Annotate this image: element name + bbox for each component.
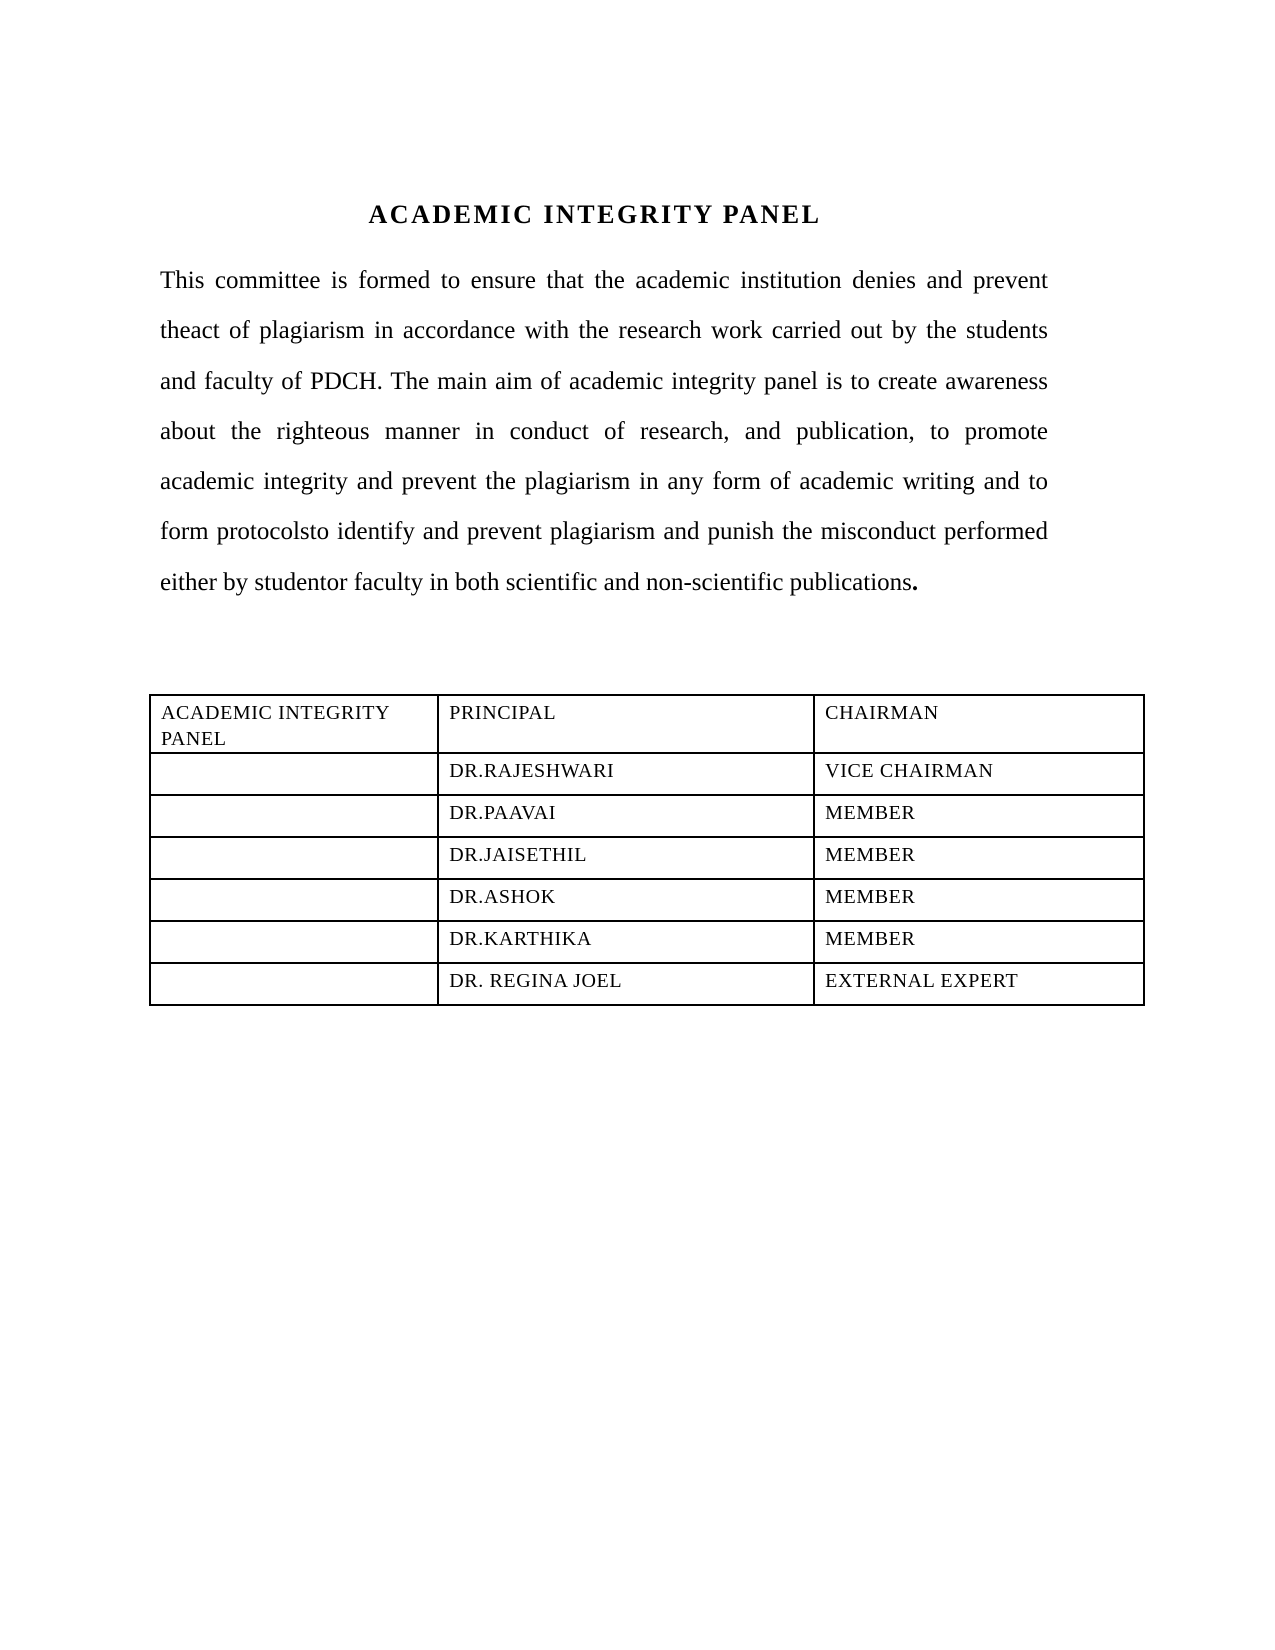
table-row (150, 837, 1144, 879)
member-name-cell: DR.KARTHIKA (438, 921, 814, 963)
table-row (150, 695, 1144, 753)
member-name-cell: DR.ASHOK (438, 879, 814, 921)
panel-name-cell (150, 795, 438, 837)
table-row (150, 921, 1144, 963)
table-row (150, 795, 1144, 837)
member-role-cell: MEMBER (814, 837, 1144, 879)
committee-description (160, 256, 1048, 608)
panel-name-cell (150, 837, 438, 879)
member-role-cell: MEMBER (814, 879, 1144, 921)
table-row (150, 963, 1144, 1005)
panel-name-cell (150, 879, 438, 921)
member-name-cell: PRINCIPAL (438, 695, 814, 753)
table-row (150, 879, 1144, 921)
panel-members-table (149, 694, 1145, 1006)
member-name-cell: DR.RAJESHWARI (438, 753, 814, 795)
member-role-cell: VICE CHAIRMAN (814, 753, 1144, 795)
member-name-cell: DR.PAAVAI (438, 795, 814, 837)
member-role-cell: MEMBER (814, 795, 1144, 837)
panel-name-cell (150, 921, 438, 963)
member-name-cell: DR.JAISETHIL (438, 837, 814, 879)
member-name-cell: DR. REGINA JOEL (438, 963, 814, 1005)
description-end-mark: . (911, 568, 919, 596)
table-row (150, 753, 1144, 795)
member-role-cell: CHAIRMAN (814, 695, 1144, 753)
member-role-cell: EXTERNAL EXPERT (814, 963, 1144, 1005)
panel-name-cell: ACADEMIC INTEGRITY PANEL (150, 695, 438, 753)
panel-name-cell (150, 963, 438, 1005)
member-role-cell: MEMBER (814, 921, 1144, 963)
description-text: This committee is formed to ensure that the academic institution denies and prevent theact of plagiarism in accordance with the research work carried out by the students and faculty of PDCH. The main aim of academic integrity panel is to create awareness about the righteous manner in conduct of research, and publication, to promote academic integrity and prevent the plagiarism in any form of academic writing and to form protocolsto identify and prevent plagiarism and punish the misconduct performed either by studentor faculty in both scientific and non-scientific publications (160, 267, 1048, 596)
document-title: ACADEMIC INTEGRITY PANEL (368, 200, 822, 229)
panel-name-cell (150, 753, 438, 795)
